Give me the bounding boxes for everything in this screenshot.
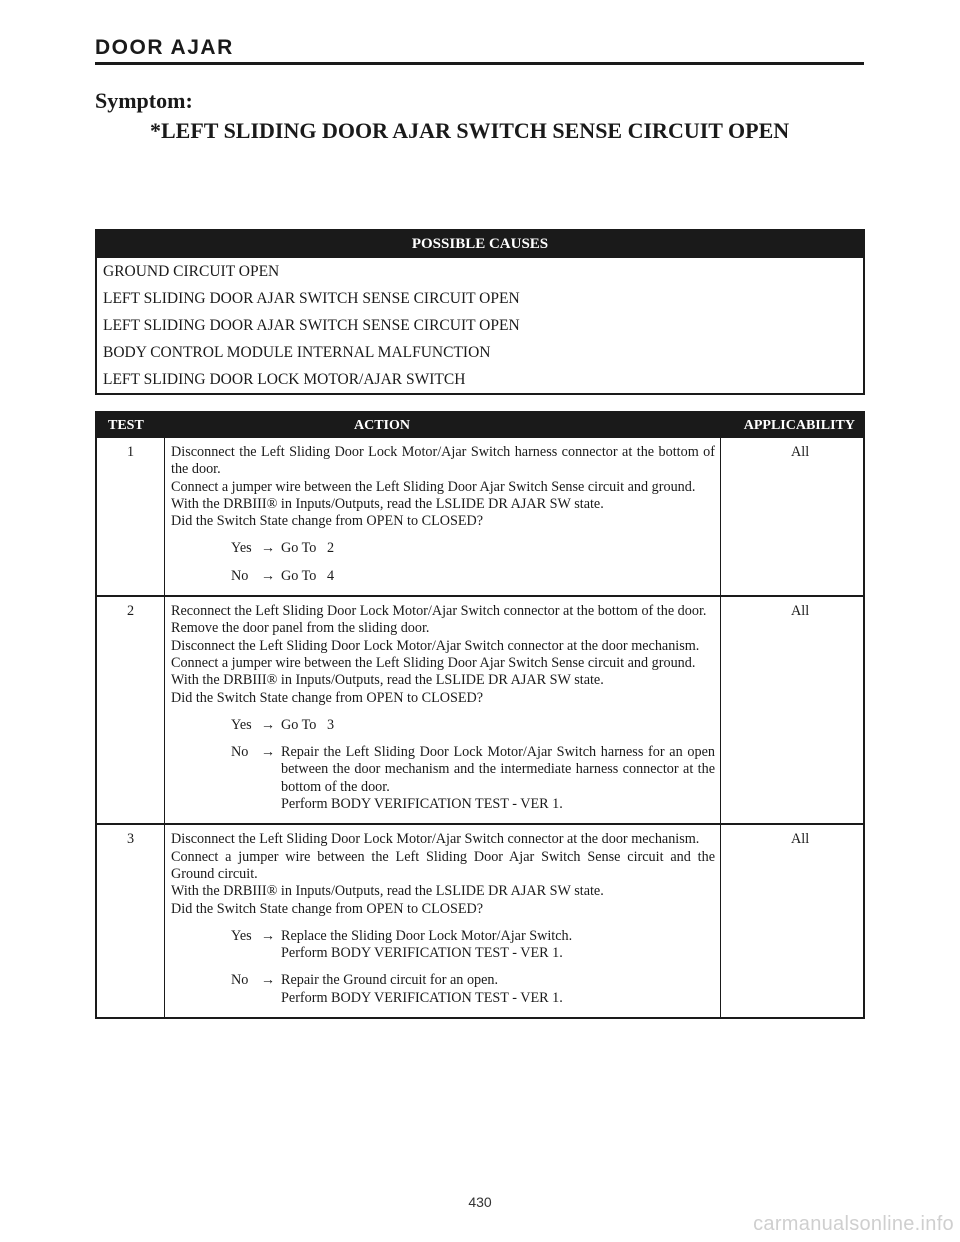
action-step: With the DRBIII® in Inputs/Outputs, read the LSLIDE DR AJAR SW state. (171, 495, 604, 512)
no-result-text: Repair the Left Sliding Door Lock Motor/Ajar Switch harness for an open between the door mechanism and the intermediate harness connector at the bottom of the door. (281, 744, 715, 795)
no-branch (231, 972, 715, 1007)
test-number: 3 (97, 825, 165, 1017)
test-number: 1 (97, 438, 165, 595)
arrow-icon: → (260, 744, 276, 761)
yes-result-text: Replace the Sliding Door Lock Motor/Ajar Switch. (281, 927, 573, 944)
test-action (165, 825, 721, 1017)
symptom-label: Symptom: (95, 88, 193, 113)
no-branch (231, 744, 715, 813)
yes-branch (231, 540, 715, 557)
verification-step: Perform BODY VERIFICATION TEST - VER 1. (281, 989, 563, 1006)
no-label: No (231, 744, 249, 761)
action-step: Connect a jumper wire between the Left Sliding Door Ajar Switch Sense circuit and ground. (171, 478, 696, 495)
arrow-icon: → (260, 927, 276, 944)
cause-item: GROUND CIRCUIT OPEN (103, 263, 280, 280)
yes-result: Go To 3 (281, 716, 335, 733)
section-title: DOOR AJAR (95, 36, 234, 59)
action-step: Disconnect the Left Sliding Door Lock Motor/Ajar Switch connector at the door mechanism. (171, 831, 700, 848)
test-row (97, 595, 863, 823)
arrow-icon: → (260, 540, 276, 557)
arrow-icon: → (260, 567, 276, 584)
header-applicability: APPLICABILITY (743, 418, 855, 433)
cause-item: BODY CONTROL MODULE INTERNAL MALFUNCTION (103, 344, 491, 361)
yes-branch (231, 928, 715, 963)
action-step: Connect a jumper wire between the Left Sliding Door Ajar Switch Sense circuit and ground. (171, 654, 696, 671)
yes-label: Yes (231, 540, 252, 557)
action-step: Did the Switch State change from OPEN to CLOSED? (171, 689, 484, 706)
yes-branch (231, 717, 715, 734)
test-action (165, 597, 721, 823)
no-result (281, 972, 715, 1007)
action-step: With the DRBIII® in Inputs/Outputs, read the LSLIDE DR AJAR SW state. (171, 883, 604, 900)
verification-step: Perform BODY VERIFICATION TEST - VER 1. (281, 796, 563, 813)
cause-item: LEFT SLIDING DOOR AJAR SWITCH SENSE CIRCUIT OPEN (103, 317, 520, 334)
action-step: Did the Switch State change from OPEN to CLOSED? (171, 513, 484, 530)
no-label: No (231, 972, 249, 989)
header-test: TEST (108, 418, 144, 433)
test-applicability: All (791, 603, 810, 620)
action-step: With the DRBIII® in Inputs/Outputs, read the LSLIDE DR AJAR SW state. (171, 672, 604, 689)
no-branch (231, 568, 715, 585)
no-label: No (231, 567, 249, 584)
cause-item: LEFT SLIDING DOOR LOCK MOTOR/AJAR SWITCH (103, 371, 466, 388)
test-applicability: All (791, 831, 810, 848)
page-number: 430 (468, 1194, 492, 1210)
arrow-icon: → (260, 972, 276, 989)
no-result (281, 744, 715, 813)
test-applicability: All (791, 444, 810, 460)
action-step: Reconnect the Left Sliding Door Lock Motor/Ajar Switch connector at the bottom of the door. (171, 603, 707, 620)
action-step: Remove the door panel from the sliding door. (171, 620, 430, 637)
test-row (97, 823, 863, 1017)
action-step: Connect a jumper wire between the Left Sliding Door Ajar Switch Sense circuit and the Ground circuit. (171, 848, 715, 882)
possible-causes-heading: POSSIBLE CAUSES (97, 231, 863, 258)
symptom-text: *LEFT SLIDING DOOR AJAR SWITCH SENSE CIRCUIT OPEN (150, 118, 790, 143)
test-table-header (97, 413, 863, 438)
action-step: Disconnect the Left Sliding Door Lock Motor/Ajar Switch connector at the door mechanism. (171, 637, 700, 654)
test-action (165, 438, 721, 595)
yes-label: Yes (231, 716, 252, 733)
possible-causes-box (95, 229, 865, 395)
verification-step: Perform BODY VERIFICATION TEST - VER 1. (281, 945, 563, 962)
test-table (95, 411, 865, 1019)
arrow-icon: → (260, 716, 276, 733)
watermark: carmanualsonline.info (753, 1213, 954, 1235)
action-step: Did the Switch State change from OPEN to CLOSED? (171, 900, 484, 917)
cause-item: LEFT SLIDING DOOR AJAR SWITCH SENSE CIRCUIT OPEN (103, 290, 520, 307)
test-number: 2 (97, 597, 165, 823)
yes-result: Go To 2 (281, 540, 335, 557)
test-row (97, 438, 863, 595)
header-rule (95, 62, 864, 65)
no-result-text: Repair the Ground circuit for an open. (281, 972, 499, 989)
yes-result (281, 928, 715, 963)
action-step: Disconnect the Left Sliding Door Lock Motor/Ajar Switch harness connector at the bottom of the door. (171, 444, 715, 478)
header-action: ACTION (354, 418, 411, 433)
no-result: Go To 4 (281, 567, 335, 584)
yes-label: Yes (231, 927, 252, 944)
